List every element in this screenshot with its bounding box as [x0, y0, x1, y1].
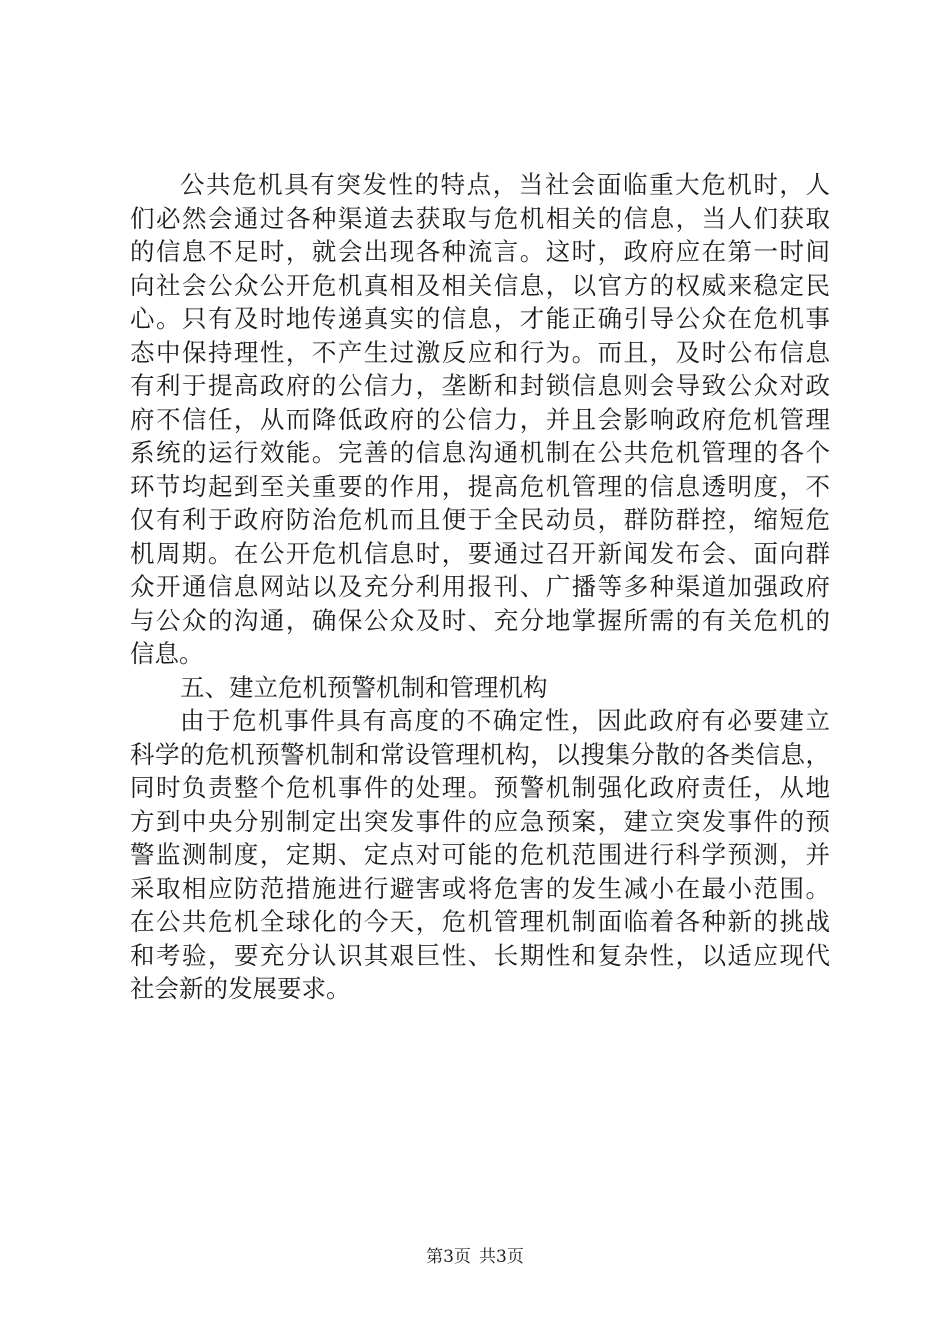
paragraph-public-crisis-information: [130, 168, 830, 671]
paragraph-line: 们必然会通过各种渠道去获取与危机相关的信息，当人们获取: [130, 203, 830, 233]
paragraph-line: 同时负责整个危机事件的处理。预警机制强化政府责任，从地: [130, 773, 830, 802]
page-number: 第3页: [426, 1247, 471, 1267]
paragraph-line: 系统的运行效能。完善的信息沟通机制在公共危机管理的各个: [130, 438, 830, 467]
page-total: 共3页: [479, 1247, 524, 1267]
paragraph-line: 和考验，要充分认识其艰巨性、长期性和复杂性，以适应现代: [130, 940, 830, 970]
paragraph-line: 态中保持理性，不产生过激反应和行为。而且，及时公布信息: [130, 337, 830, 367]
document-body: [130, 168, 830, 1006]
paragraph-line: 环节均起到至关重要的作用，提高危机管理的信息透明度，不: [130, 471, 830, 501]
paragraph-line: 由于危机事件具有高度的不确定性，因此政府有必要建立: [180, 706, 830, 735]
paragraph-line: 公共危机具有突发性的特点，当社会面临重大危机时，人: [180, 170, 830, 199]
paragraph-line: 信息。: [130, 639, 204, 668]
paragraph-line: 仅有利于政府防治危机而且便于全民动员，群防群控，缩短危: [130, 505, 830, 534]
page-footer: [0, 1245, 950, 1269]
paragraph-line: 在公共危机全球化的今天，危机管理机制面临着各种新的挑战: [130, 907, 830, 936]
paragraph-early-warning-mechanism: [130, 704, 830, 1006]
paragraph-line: 有利于提高政府的公信力，垄断和封锁信息则会导致公众对政: [130, 371, 830, 400]
paragraph-line: 采取相应防范措施进行避害或将危害的发生减小在最小范围。: [130, 873, 830, 903]
paragraph-line: 心。只有及时地传递真实的信息，才能正确引导公众在危机事: [130, 304, 830, 333]
paragraph-line: 向社会公众公开危机真相及相关信息，以官方的权威来稳定民: [130, 270, 830, 300]
paragraph-line: 方到中央分别制定出突发事件的应急预案，建立突发事件的预: [130, 806, 830, 836]
paragraph-line: 府不信任，从而降低政府的公信力，并且会影响政府危机管理: [130, 404, 830, 434]
section-heading: 五、建立危机预警机制和管理机构: [180, 672, 548, 702]
paragraph-line: 与公众的沟通，确保公众及时、充分地掌握所需的有关危机的: [130, 605, 830, 635]
paragraph-line: 科学的危机预警机制和常设管理机构，以搜集分散的各类信息，: [130, 739, 830, 769]
paragraph-line: 众开通信息网站以及充分利用报刊、广播等多种渠道加强政府: [130, 572, 830, 601]
paragraph-line: 警监测制度，定期、定点对可能的危机范围进行科学预测，并: [130, 840, 830, 869]
paragraph-line: 社会新的发展要求。: [130, 974, 351, 1003]
paragraph-line: 的信息不足时，就会出现各种流言。这时，政府应在第一时间: [130, 237, 830, 266]
paragraph-line: 机周期。在公开危机信息时，要通过召开新闻发布会、面向群: [130, 538, 830, 568]
